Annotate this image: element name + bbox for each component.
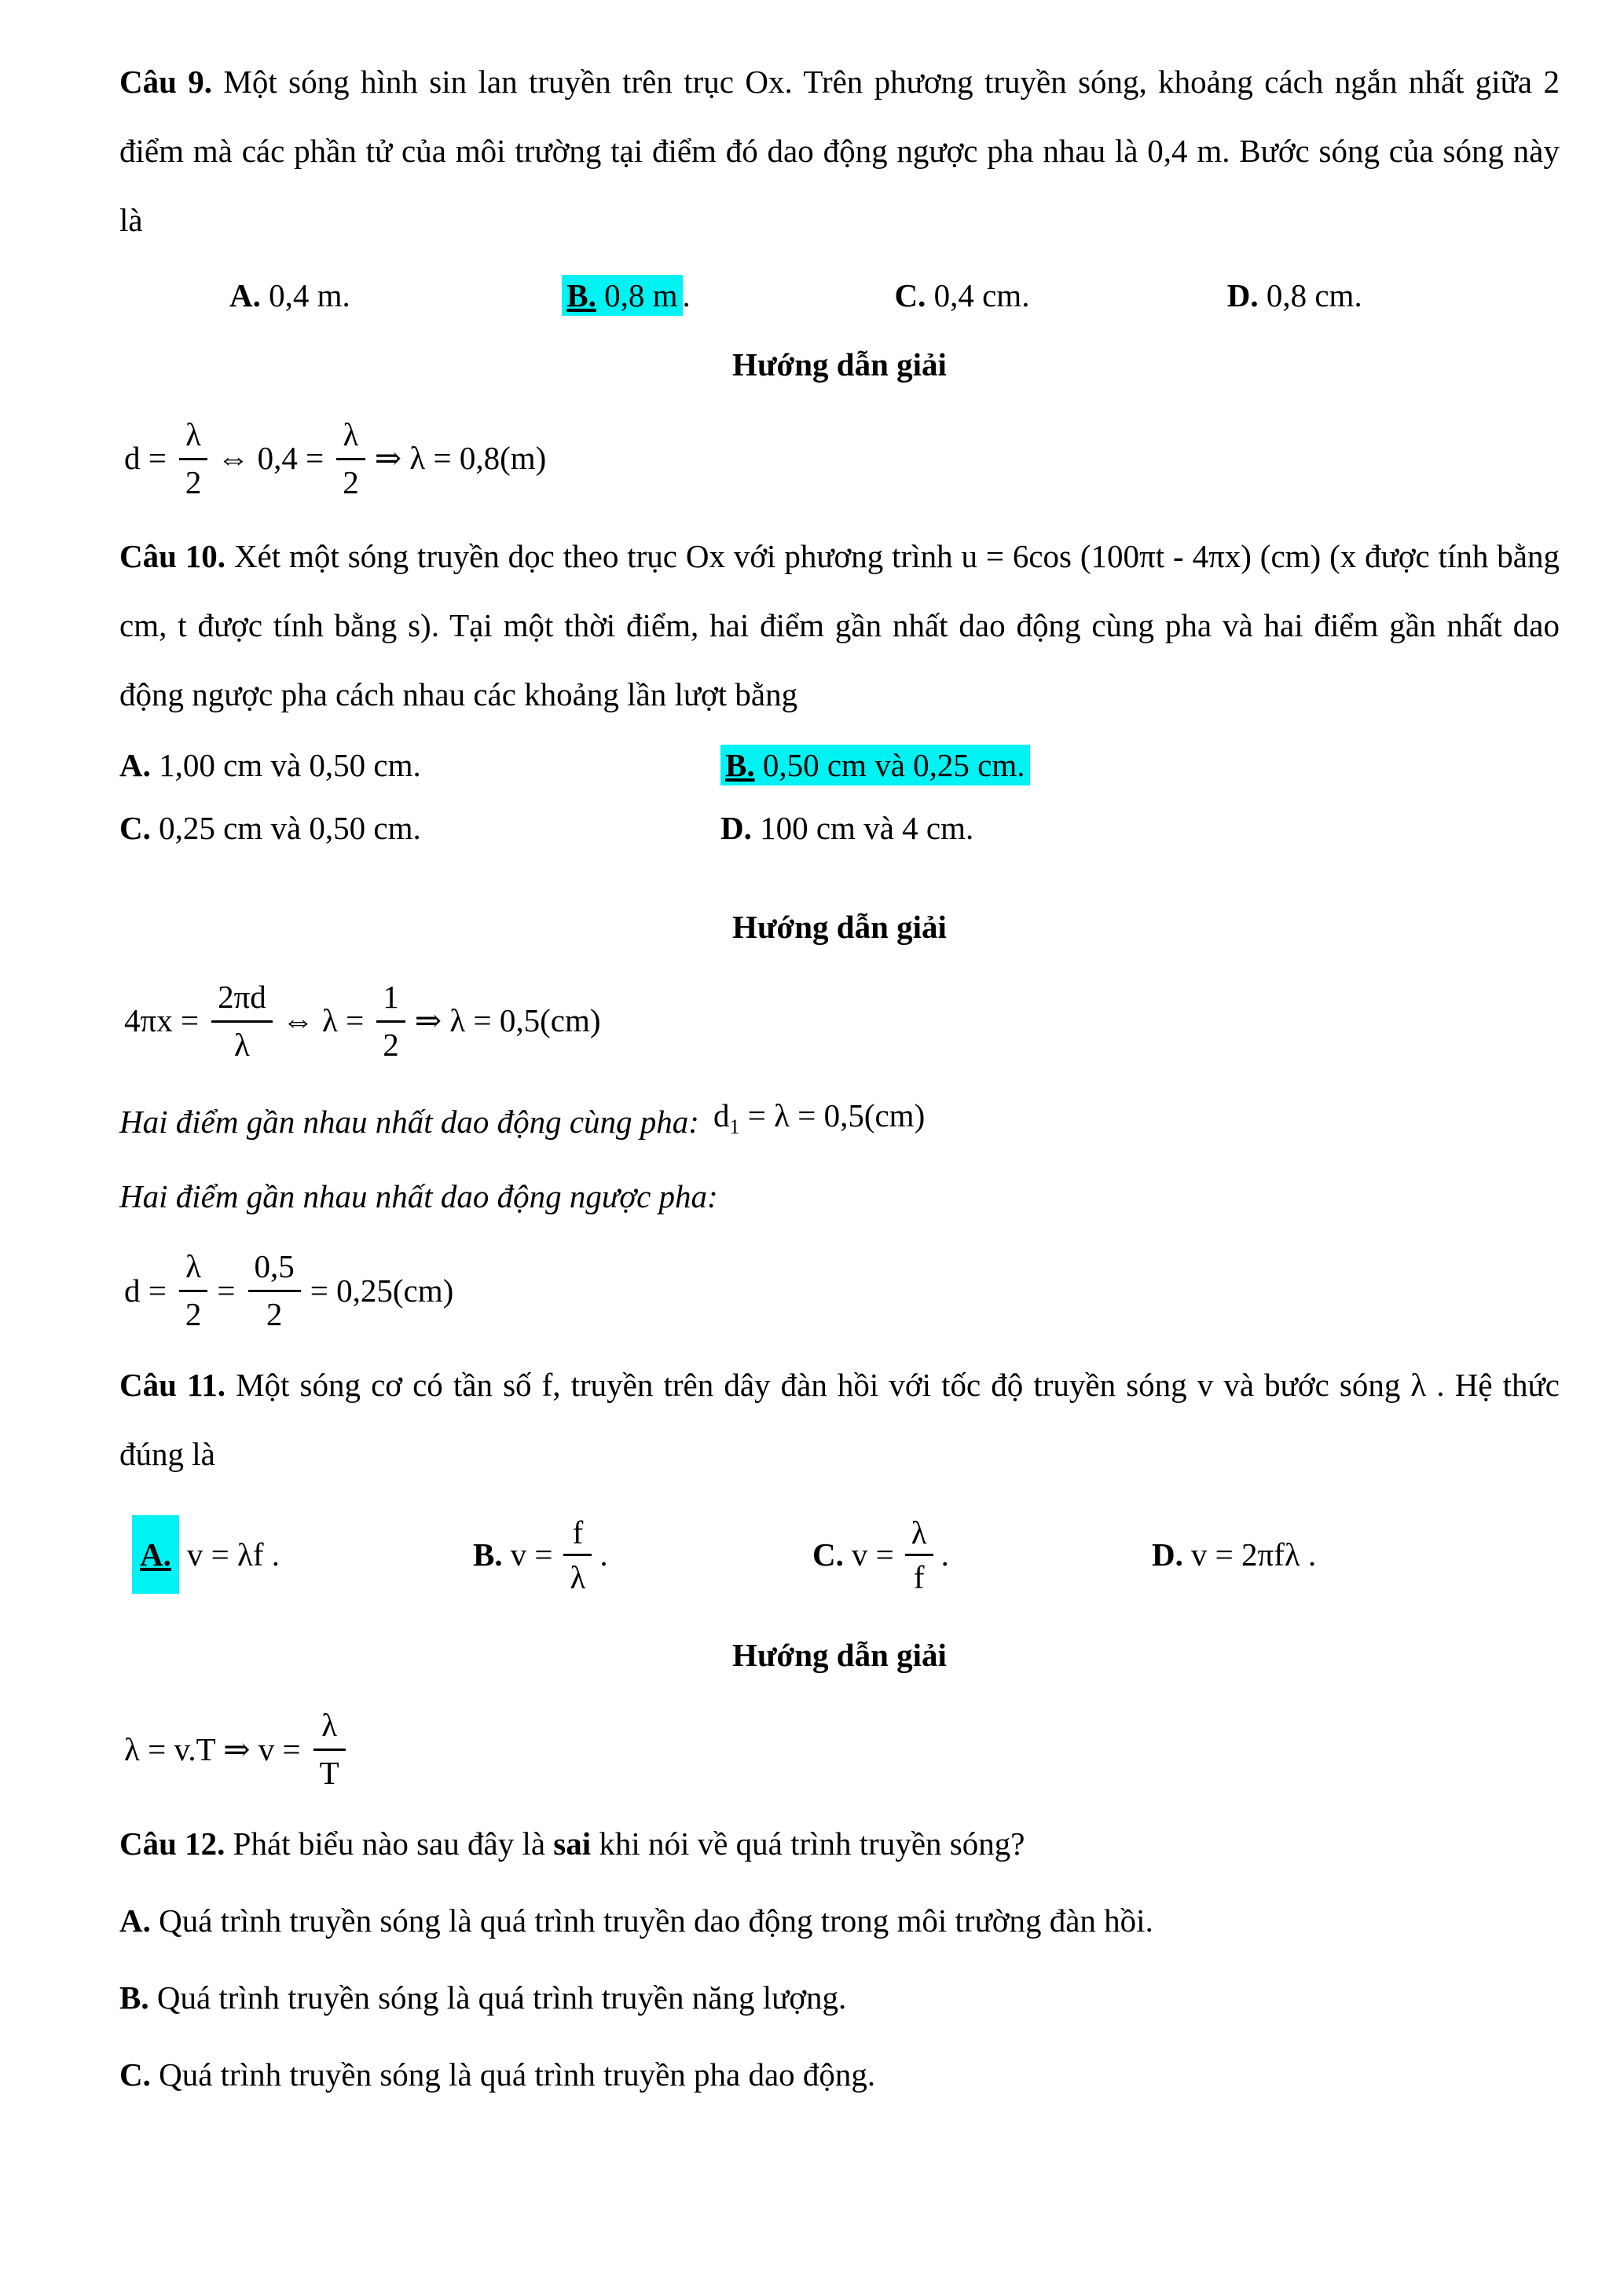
formula-q9: [124, 412, 1560, 506]
formula-text: =: [217, 1272, 236, 1309]
question-12-option-a: [119, 1886, 1560, 1955]
option-c-post: .: [940, 1536, 949, 1573]
option-d-text: v = 2πfλ .: [1190, 1536, 1317, 1573]
option-a-text: Quá trình truyền sóng là quá trình truyền dao động trong môi trường đàn hồi.: [150, 1902, 1153, 1939]
formula-q10-2: [124, 1243, 1560, 1338]
option-a-text: v = λf .: [186, 1536, 280, 1573]
fraction-denominator: 2: [179, 458, 208, 503]
fraction: [179, 1247, 208, 1335]
question-12: [119, 1809, 1560, 1878]
option-b-text: 0,50 cm và 0,25 cm.: [754, 747, 1025, 783]
question-11-text: Một sóng cơ có tần số f, truyền trên dây đàn hồi với tốc độ truyền sóng v và bước sóng λ . Hệ thức đúng là: [119, 1367, 1560, 1473]
question-9-option-a: [119, 261, 562, 330]
fraction-denominator: 2: [179, 1290, 208, 1335]
fraction: [336, 415, 365, 503]
fraction-numerator: 2πd: [218, 979, 266, 1016]
option-b-label: B.: [119, 1979, 149, 2016]
fraction-numerator: λ: [185, 416, 202, 453]
fraction: [313, 1705, 346, 1793]
solution-heading: Hướng dẫn giải: [732, 1637, 947, 1674]
option-b-post: .: [599, 1536, 608, 1573]
fraction: [563, 1514, 592, 1596]
question-11-option-a: [119, 1515, 473, 1594]
fraction-numerator: 1: [383, 979, 399, 1016]
formula-text: ⇔ 0,4 =: [217, 440, 324, 477]
fraction-denominator: λ: [563, 1554, 592, 1596]
question-12-text-post: khi nói về quá trình truyền sóng?: [591, 1825, 1025, 1862]
subscript: 1: [729, 1115, 740, 1139]
fraction-denominator: λ: [211, 1020, 273, 1065]
question-10-option-d: [720, 796, 1560, 859]
option-b-tail: .: [682, 277, 691, 313]
option-b-pre: v =: [510, 1536, 553, 1573]
question-10-option-a: [119, 734, 720, 796]
question-10: [119, 522, 1560, 729]
highlighted-answer: [562, 275, 682, 316]
option-d-label: D.: [1226, 277, 1259, 313]
option-c-label: C.: [812, 1536, 844, 1573]
fraction-numerator: λ: [911, 1514, 927, 1551]
question-12-option-b: [119, 1963, 1560, 2032]
option-c-text: Quá trình truyền sóng là quá trình truyền pha dao động.: [150, 2056, 876, 2093]
option-d-label: D.: [720, 810, 752, 846]
option-a-label: A.: [140, 1536, 171, 1573]
fraction-numerator: λ: [185, 1248, 202, 1285]
solution-heading: Hướng dẫn giải: [732, 909, 947, 945]
formula-text: = λ = 0,5(cm): [739, 1097, 926, 1133]
fraction-numerator: 0,5: [254, 1248, 295, 1285]
question-10-options: [119, 734, 1560, 859]
note-text: Hai điểm gần nhau nhất dao động cùng pha:: [119, 1103, 699, 1140]
option-b-label: B.: [473, 1536, 503, 1573]
option-b-text: 0,8 m: [596, 277, 678, 313]
fraction: [905, 1514, 933, 1596]
formula-q11: [124, 1702, 1560, 1796]
formula-text: ⇔ λ =: [281, 1002, 365, 1039]
question-10-label: Câu 10.: [119, 538, 226, 574]
formula-text: λ = v.T ⇒ v =: [124, 1730, 301, 1767]
option-c-label: C.: [119, 2056, 151, 2093]
question-9-label: Câu 9.: [119, 64, 213, 100]
question-10-text: Xét một sóng truyền dọc theo trục Ox với phương trình u = 6cos (100πt - 4πx) (cm) (x được tính bằng cm, t được tính bằng s). Tại một thời điểm, hai điểm gần nhất dao động cùng pha và hai điểm gần nhất dao động ngược pha cách nhau các khoảng lần lượt bằng: [119, 538, 1560, 712]
note-text: Hai điểm gần nhau nhất dao động ngược pha:: [119, 1178, 718, 1215]
question-12-label: Câu 12.: [119, 1825, 225, 1862]
fraction-denominator: 2: [248, 1290, 301, 1335]
formula-text: = 0,25(cm): [310, 1272, 454, 1309]
option-a-text: 0,4 m.: [260, 277, 350, 313]
question-10-option-c: [119, 796, 720, 859]
option-b-label: B.: [566, 277, 596, 313]
option-c-pre: v =: [851, 1536, 894, 1573]
fraction-numerator: λ: [343, 416, 359, 453]
question-10-option-b: [720, 734, 1560, 796]
formula-text: d: [713, 1097, 730, 1133]
fraction-denominator: 2: [376, 1020, 405, 1065]
question-9-text: Một sóng hình sin lan truyền trên trục Ox. Trên phương truyền sóng, khoảng cách ngắn nhất giữa 2 điểm mà các phần tử của môi trường tại điểm đó dao động ngược pha nhau là 0,4 m. Bước sóng của sóng này là: [119, 64, 1560, 238]
fraction-denominator: T: [313, 1749, 346, 1793]
fraction: [211, 977, 273, 1065]
formula-q10-1: [124, 974, 1560, 1068]
question-11-option-b: [473, 1514, 812, 1596]
formula-text: d =: [124, 1272, 167, 1309]
question-9-option-c: [895, 261, 1227, 330]
option-b-text: Quá trình truyền sóng là quá trình truyền năng lượng.: [148, 1979, 847, 2016]
option-b-label: B.: [725, 747, 755, 783]
solution-heading: Hướng dẫn giải: [732, 346, 947, 383]
formula-text: 4πx =: [124, 1002, 200, 1039]
fraction-numerator: λ: [321, 1707, 338, 1744]
question-11-options: [119, 1500, 1560, 1609]
fraction-numerator: f: [572, 1514, 584, 1551]
highlighted-answer: [132, 1515, 179, 1594]
solution-note-opposite-phase: [119, 1162, 1560, 1231]
option-a-label: A.: [229, 277, 261, 313]
formula-text: ⇒ λ = 0,5(cm): [414, 1002, 601, 1039]
option-c-label: C.: [119, 810, 151, 846]
question-12-option-c: [119, 2040, 1560, 2109]
option-d-text: 100 cm và 4 cm.: [751, 810, 974, 846]
question-11-option-c: [812, 1514, 1152, 1596]
fraction: [248, 1247, 301, 1335]
question-9: [119, 47, 1560, 255]
formula-text: d =: [124, 440, 167, 477]
option-a-label: A.: [119, 747, 151, 783]
question-11-label: Câu 11.: [119, 1367, 225, 1404]
question-9-option-b: [562, 261, 894, 330]
question-11-option-d: [1152, 1536, 1324, 1573]
question-12-text-pre: Phát biểu nào sau đây là: [225, 1825, 554, 1862]
note-formula: [713, 1081, 925, 1162]
option-d-label: D.: [1152, 1536, 1183, 1573]
formula-text: ⇒ λ = 0,8(m): [374, 440, 547, 477]
question-11: [119, 1350, 1560, 1489]
question-12-text-bold: sai: [553, 1825, 592, 1862]
fraction-denominator: 2: [336, 458, 365, 503]
option-a-text: 1,00 cm và 0,50 cm.: [150, 747, 421, 783]
option-d-text: 0,8 cm.: [1258, 277, 1362, 313]
highlighted-answer: [720, 745, 1030, 785]
fraction-denominator: f: [905, 1554, 933, 1596]
option-c-text: 0,25 cm và 0,50 cm.: [150, 810, 421, 846]
question-9-options: [119, 261, 1560, 330]
question-9-option-d: [1227, 261, 1560, 330]
option-a-label: A.: [119, 1902, 151, 1939]
option-c-text: 0,4 cm.: [926, 277, 1030, 313]
option-c-label: C.: [894, 277, 926, 313]
fraction: [179, 415, 208, 503]
solution-note-same-phase: [119, 1081, 1560, 1162]
fraction: [376, 977, 405, 1065]
